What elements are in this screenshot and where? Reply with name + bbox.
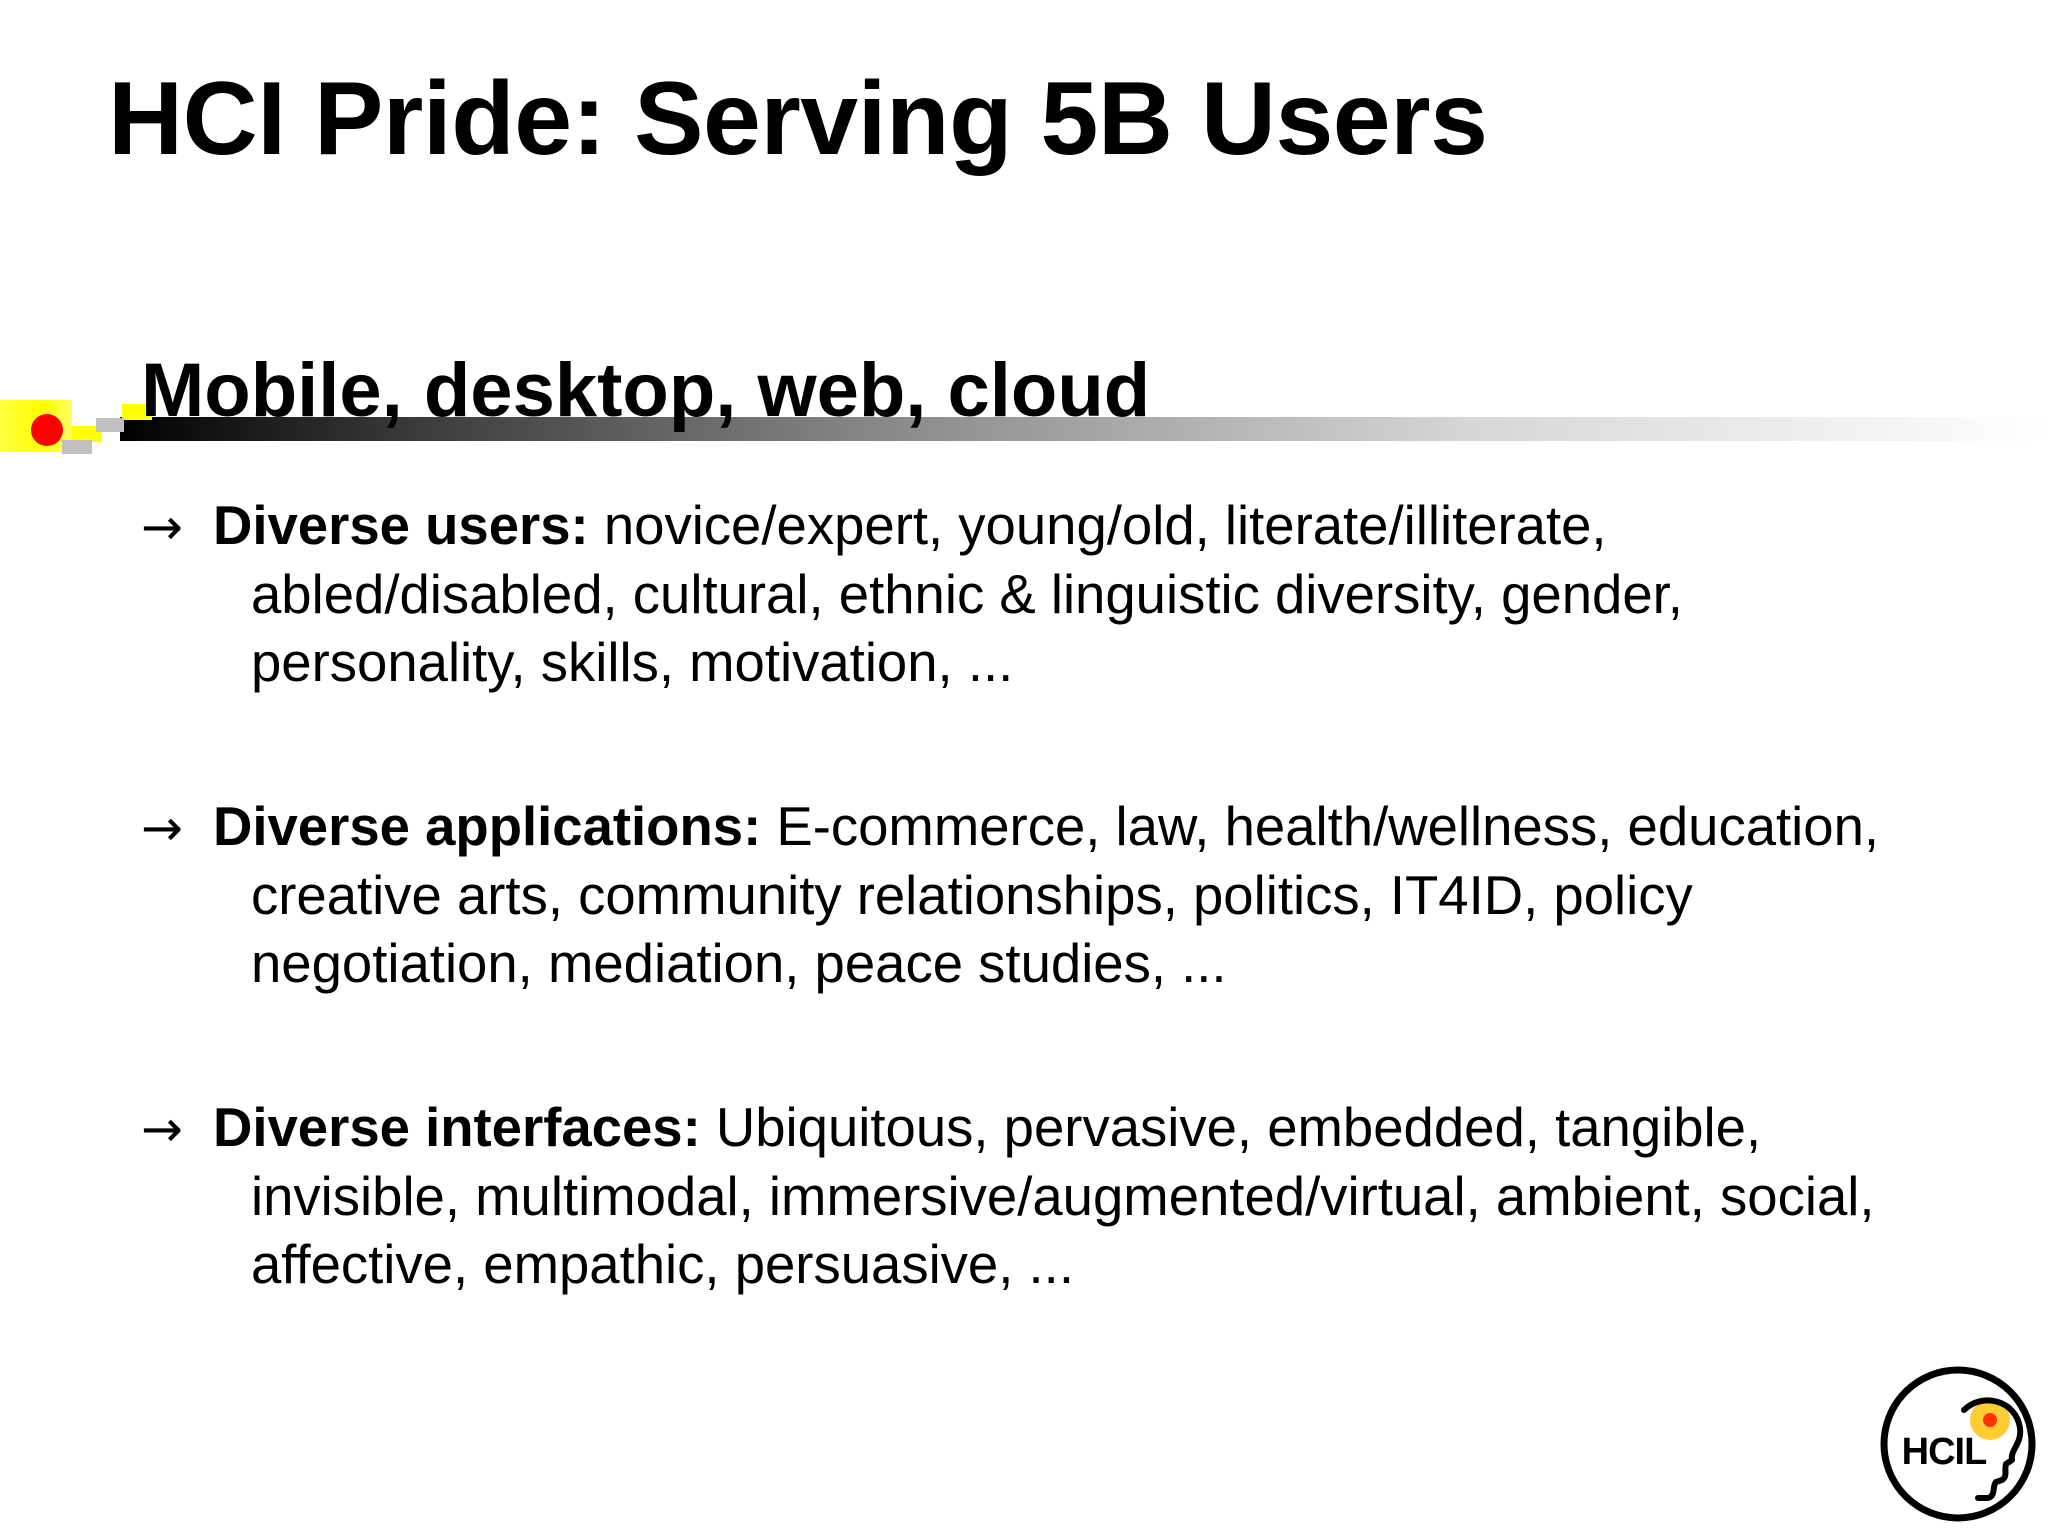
bullet-list (141, 492, 1941, 1299)
grey-square-decoration (62, 440, 92, 454)
bullet-label: Diverse applications: (213, 796, 762, 857)
bullet-label: Diverse interfaces: (213, 1097, 701, 1158)
bullet-text: novice/expert, young/old, literate/illiterate, abled/disabled, cultural, ethnic & linguistic diversity, gender, personality, skills, motivation, ... (251, 495, 1683, 693)
logo-text: HCIL (1901, 1431, 1987, 1473)
bullet-item-diverse-applications (141, 793, 1941, 998)
right-arrow-icon: → (141, 498, 183, 556)
slide-title: HCI Pride: Serving 5B Users (108, 61, 1488, 177)
bullet-text: E-commerce, law, health/wellness, education, creative arts, community relationships, politics, IT4ID, policy negotiation, mediation, peace studies, ... (251, 796, 1880, 994)
grey-square-decoration (96, 418, 124, 432)
hcil-head-logo-icon (1878, 1364, 2038, 1524)
bullet-item-diverse-users (141, 492, 1941, 697)
red-dot-decoration (31, 414, 63, 446)
right-arrow-icon: → (141, 1100, 183, 1158)
bullet-item-diverse-interfaces (141, 1094, 1941, 1299)
title-decoration (0, 198, 2048, 260)
slide-subtitle: Mobile, desktop, web, cloud (141, 348, 1151, 433)
bullet-label: Diverse users: (213, 495, 589, 556)
bullet-text: Ubiquitous, pervasive, embedded, tangible, invisible, multimodal, immersive/augmented/virtual, ambient, social, affective, empathic, persuasive, ... (251, 1097, 1875, 1295)
right-arrow-icon: → (141, 799, 183, 857)
